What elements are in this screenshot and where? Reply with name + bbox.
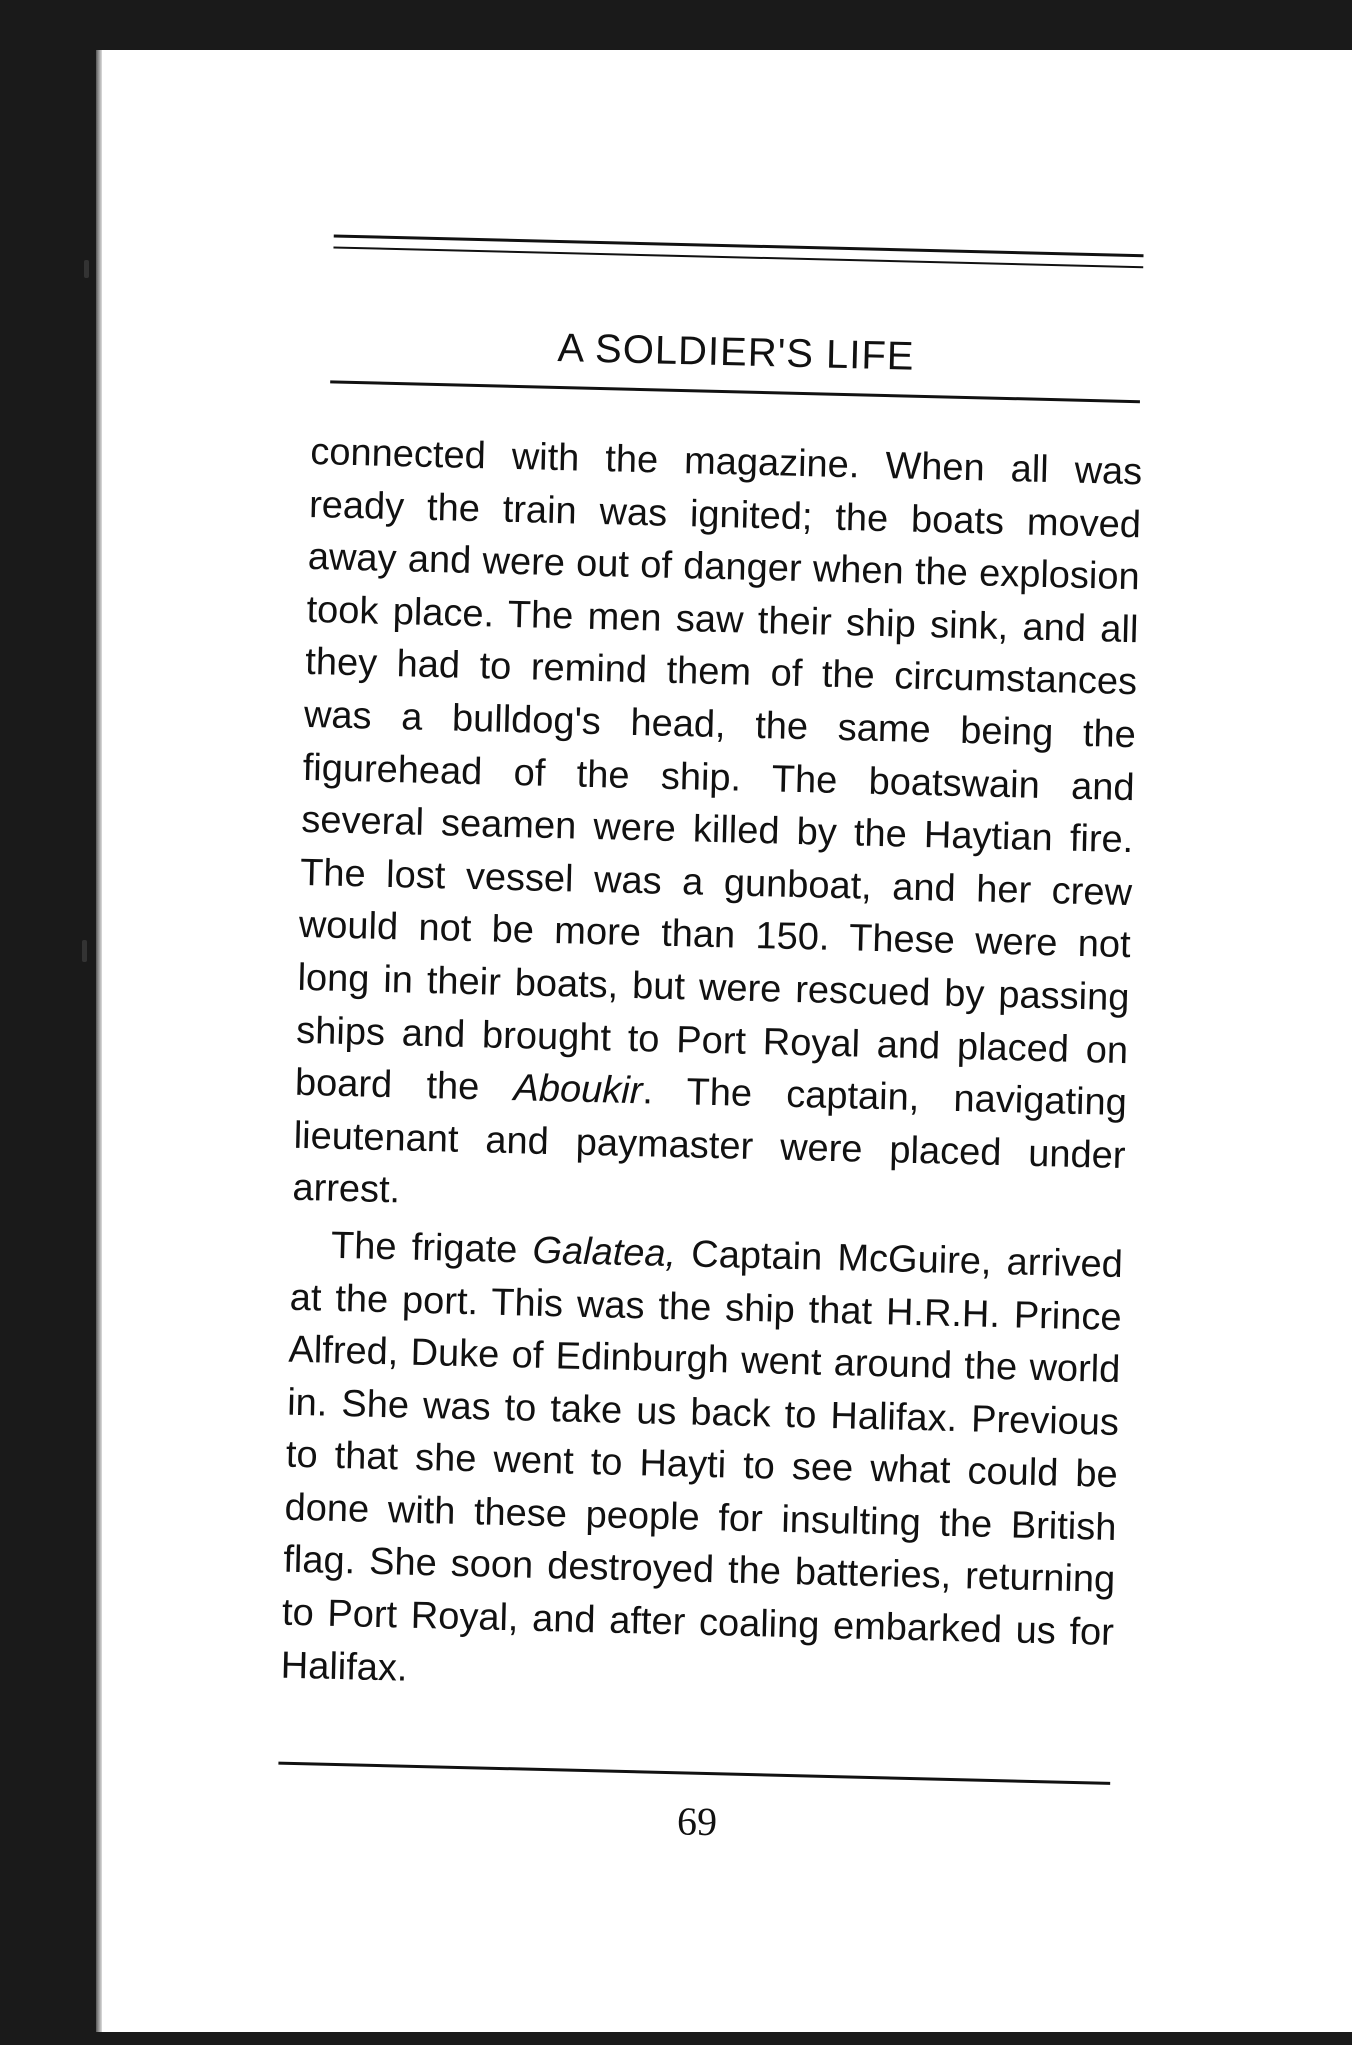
paragraph-text: The frigate [330, 1224, 534, 1272]
ship-name-italic: Galatea, [531, 1229, 677, 1276]
paragraph [280, 1219, 1123, 1713]
paragraph-text: Captain McGuire, arrived at the port. This was the ship that H.R.H. Prince Alfred, Duke of Edinburgh went around the world in. She was to take us back to Halifax. Previous to that she went to Hayti to see what could be done with these people for insulting the British flag. She soon destroyed the batteries, returning to Port Royal, and after coaling embarked us for Halifax. [280, 1233, 1124, 1690]
page-number: 69 [676, 1798, 718, 1845]
binding-mark [84, 260, 89, 278]
header-double-rule-top [334, 234, 1144, 257]
paragraph [292, 426, 1143, 1235]
running-head-title: A SOLDIER'S LIFE [556, 325, 916, 379]
paragraph-text: connected with the magazine. When all was ready the train was ignited; the boats moved away and were out of danger when the explosion took place. The men saw their ship sink, and all they had to remind them of the circumstances was a bulldog's head, the same being the figurehead of the ship. The boatswain and several seamen were killed by the Haytian fire. The lost vessel was a gunboat, and her crew would not be more than 150. These were not long in their boats, but were rescued by passing ships and brought to Port Royal and placed on board the [294, 430, 1143, 1110]
paragraph-text: . The captain, navigating lieutenant and paymaster were placed under arrest. [291, 1070, 1128, 1212]
header-double-rule-bottom [333, 246, 1143, 268]
page-content [72, 33, 1352, 2045]
header-underline-rule [330, 380, 1140, 403]
footer-rule [278, 1762, 1110, 1785]
binding-mark [82, 940, 87, 962]
book-page [96, 50, 1352, 2032]
ship-name-italic: Aboukir [513, 1067, 643, 1113]
body-text [280, 426, 1143, 1712]
